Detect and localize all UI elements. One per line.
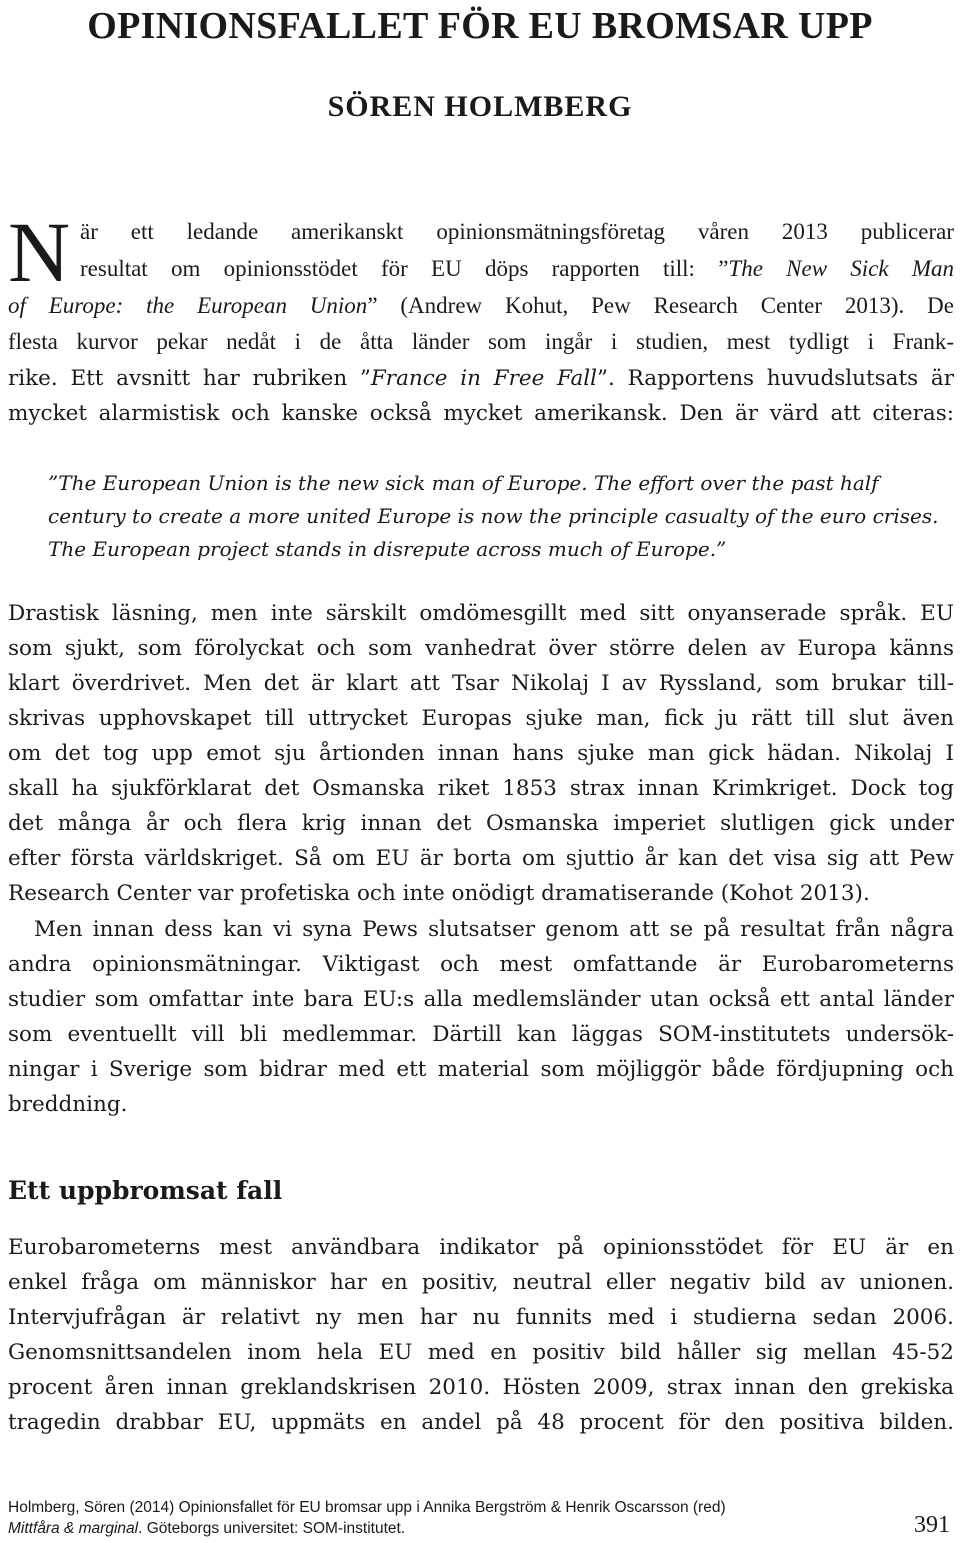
- paragraph-line: Drastisk läsning, men inte särskilt omdömesgillt med sitt onyanserade språk. EU: [8, 601, 954, 626]
- section-heading: Ett uppbromsat fall: [8, 1176, 283, 1205]
- paragraph-line: Genomsnittsandelen inom hela EU med en positiv bild håller sig mellan 45-52: [8, 1340, 954, 1365]
- paragraph-line: det många år och flera krig innan det Osmanska imperiet slutligen gick under: [8, 811, 954, 836]
- book-title: Mittfåra & marginal: [8, 1520, 139, 1537]
- paragraph-line: procent åren innan greklandskrisen 2010. Hösten 2009, strax innan den grekiska: [8, 1375, 954, 1400]
- paragraph-line: om det tog upp emot sju årtionden innan hans sjuke man gick hädan. Nikolaj I: [8, 741, 954, 766]
- paragraph-line: breddning.: [8, 1092, 128, 1117]
- paragraph-line: studier som omfattar inte bara EU:s alla medlemsländer utan också ett antal länder: [8, 987, 954, 1012]
- paragraph-line: som sjukt, som förolyckat och som vanhedrat över större delen av Europa känns: [8, 636, 954, 661]
- intro-line: resultat om opinionsstödet för EU döps rapporten till: ”The New Sick Man: [80, 256, 954, 281]
- paragraph-line: Intervjufrågan är relativt ny men har nu funnits med i studierna sedan 2006.: [8, 1305, 954, 1330]
- page-number: 391: [914, 1512, 950, 1538]
- paragraph-line: som eventuellt vill bli medlemmar. Därtill kan läggas SOM-institutets undersök-: [8, 1022, 954, 1047]
- paragraph-line: enkel fråga om människor har en positiv, neutral eller negativ bild av unionen.: [8, 1270, 954, 1295]
- intro-line: är ett ledande amerikanskt opinionsmätningsföretag våren 2013 publicerar: [80, 219, 954, 244]
- intro-line: flesta kurvor pekar nedåt i de åtta länder som ingår i studien, mest tydligt i Frank-: [8, 329, 954, 354]
- document-page: OPINIONSFALLET FÖR EU BROMSAR UPP SÖREN HOLMBERG N är ett ledande amerikanskt opinionsmätningsföretag våren 2013 publicerar resultat om opinionsstödet för EU döps rapporten till: ”The New Sick Man of Europe: the European Union” (Andrew Kohut, Pew Research Center 2013). De flesta kurvor pekar nedåt i de åtta länder som ingår i studien, mest tydligt i Frank- rike. Ett avsnitt har rubriken ”France in Free Fall”. Rapportens huvudslutsats är mycket alarmistisk och kanske också mycket amerikansk. Den är värd att citeras: ”The European Union is the new sick man of Europe. The effort over the past half century to create a more united Europe is now the principle casualty of the euro crises. The European project stands in disrepute across much of Europe.” Drastisk läsning, men inte särskilt omdömesgillt med sitt onyanserade språk. EU som sjukt, som förolyckat och som vanhedrat över större delen av Europa känns klart överdrivet. Men det är klart att Tsar Nikolaj I av Ryssland, som brukar till- skrivas upphovskapet till uttrycket Europas sjuke man, fick ju rätt till slut även om det tog upp emot sju årtionden innan hans sjuke man gick hädan. Nikolaj I skall ha sjukförklarat det Osmanska riket 1853 strax innan Krimkriget. Dock tog det många år och flera krig innan det Osmanska imperiet slutligen gick under efter första världskriget. Så om EU är borta om sjuttio år kan det visa sig att Pew Research Center var profetiska och inte onödigt dramatiserande (Kohot 2013). Men innan dess kan vi syna Pews slutsatser genom att se på resultat från några andra opinionsmätningar. Viktigast och mest omfattande är Eurobarometerns studier som omfattar inte bara EU:s alla medlemsländer utan också ett antal länder som eventuellt vill bli medlemmar. Därtill kan läggas SOM-institutets undersök- ningar i Sverige som bidrar med ett material som möjliggör både fördjupning och breddning. Ett uppbromsat fall Eurobarometerns mest användbara indikator på opinionsstödet för EU är en enkel fråga om människor har en positiv, neutral eller negativ bild av unionen. Intervjufrågan är relativt ny men har nu funnits med i studierna sedan 2006. Genomsnittsandelen inom hela EU med en positiv bild håller sig mellan 45-52 procent åren innan greklandskrisen 2010. Hösten 2009, strax innan den grekiska tragedin drabbar EU, uppmäts en andel på 48 procent för den positiva bilden. Holmberg, Sören (2014) Opinionsfallet för EU bromsar upp i Annika Bergström & Henrik Oscarsson (red) Mittfåra & marginal. Göteborgs universitet: SOM-institutet. 391: [0, 0, 960, 1543]
- paragraph-line: andra opinionsmätningar. Viktigast och mest omfattande är Eurobarometerns: [8, 952, 954, 977]
- paragraph-line: efter första världskriget. Så om EU är borta om sjuttio år kan det visa sig att Pew: [8, 846, 954, 871]
- author-name: SÖREN HOLMBERG: [327, 90, 633, 123]
- paragraph-line: ningar i Sverige som bidrar med ett material som möjliggör både fördjupning och: [8, 1057, 954, 1082]
- article-title: OPINIONSFALLET FÖR EU BROMSAR UPP: [87, 5, 873, 47]
- citation-line: Mittfåra & marginal. Göteborgs universitet: SOM-institutet.: [8, 1520, 406, 1537]
- intro-line: rike. Ett avsnitt har rubriken ”France in Free Fall”. Rapportens huvudslutsats är: [8, 366, 954, 391]
- paragraph-line: Research Center var profetiska och inte onödigt dramatiserande (Kohot 2013).: [8, 881, 870, 906]
- paragraph-line: klart överdrivet. Men det är klart att Tsar Nikolaj I av Ryssland, som brukar till-: [8, 671, 954, 696]
- paragraph-line: Eurobarometerns mest användbara indikator på opinionsstödet för EU är en: [8, 1235, 954, 1260]
- intro-line: mycket alarmistisk och kanske också mycket amerikansk. Den är värd att citeras:: [8, 401, 954, 426]
- paragraph-line: tragedin drabbar EU, uppmäts en andel på 48 procent för den positiva bilden.: [8, 1410, 954, 1435]
- intro-line: of Europe: the European Union” (Andrew Kohut, Pew Research Center 2013). De: [8, 293, 954, 318]
- paragraph-line: Men innan dess kan vi syna Pews slutsatser genom att se på resultat från några: [34, 917, 954, 942]
- citation-line: Holmberg, Sören (2014) Opinionsfallet för EU bromsar upp i Annika Bergström & Henrik Oscarsson (red): [8, 1499, 726, 1516]
- paragraph-line: skall ha sjukförklarat det Osmanska riket 1853 strax innan Krimkriget. Dock tog: [8, 776, 954, 801]
- drop-cap: N: [8, 204, 71, 300]
- paragraph-line: skrivas upphovskapet till uttrycket Europas sjuke man, fick ju rätt till slut även: [8, 706, 954, 731]
